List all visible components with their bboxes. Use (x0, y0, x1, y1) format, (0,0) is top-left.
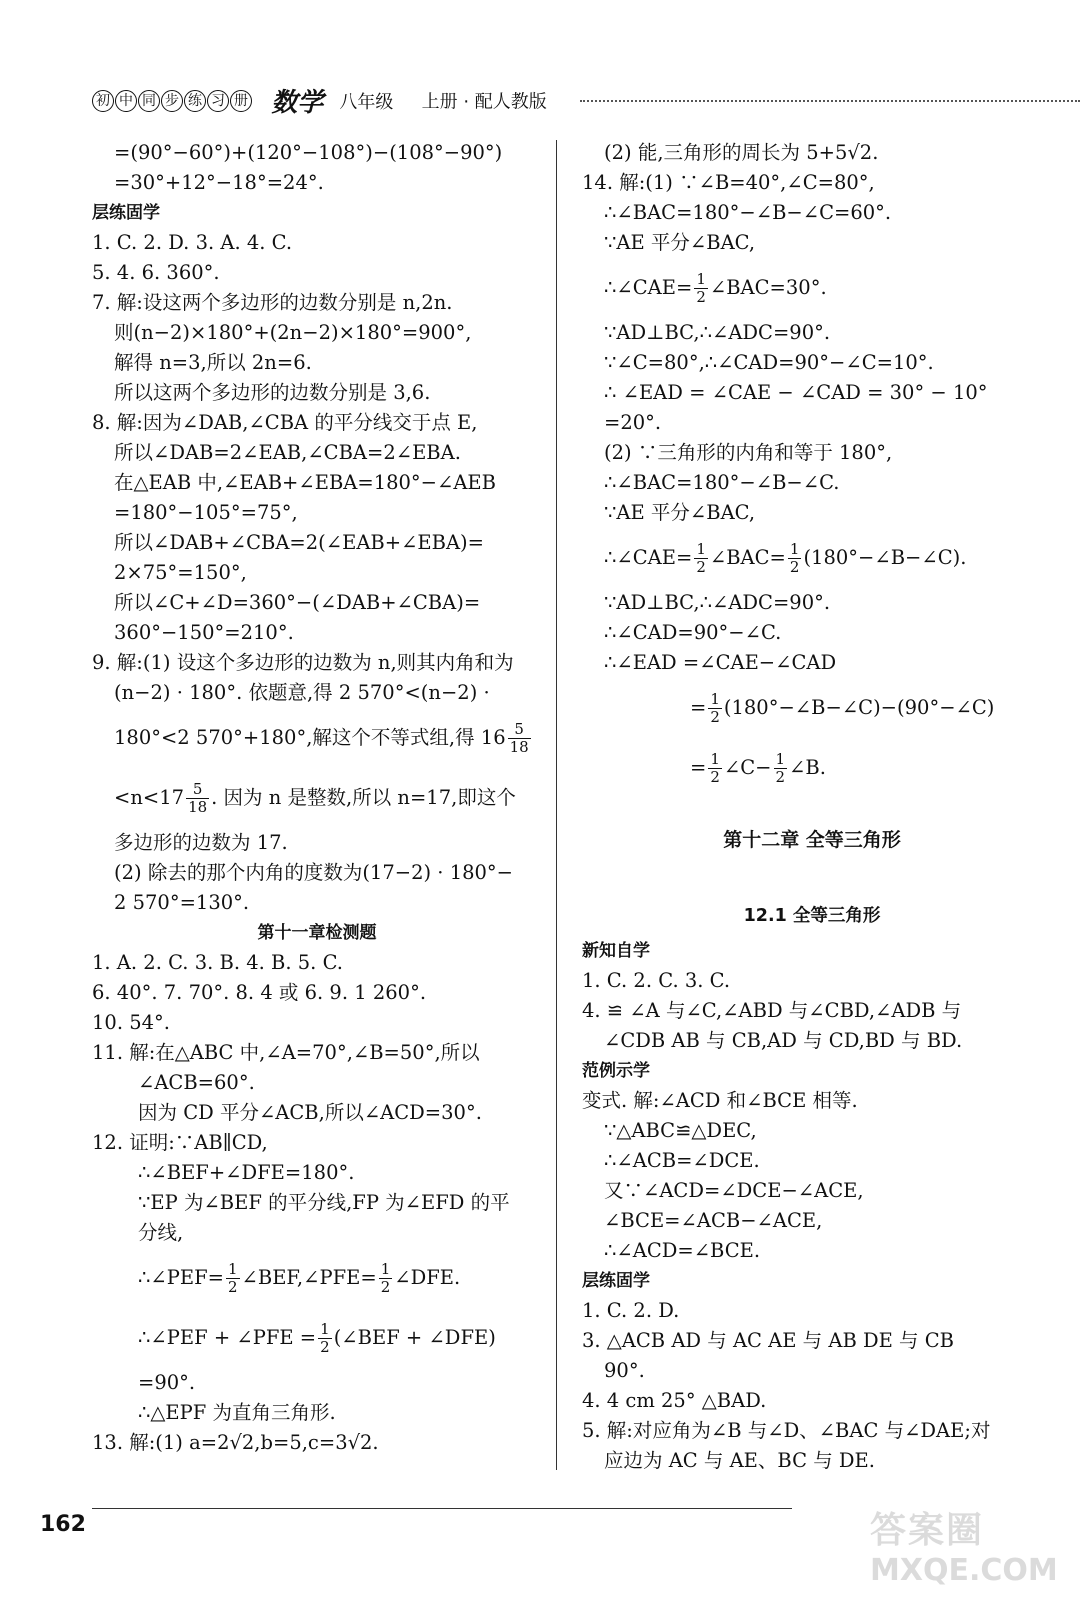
section-heading: 层练固学 (92, 203, 160, 223)
series-char: 习 (207, 90, 229, 112)
answer-line: ∵△ABC≌△DEC, (604, 1119, 757, 1142)
watermark-logo (870, 1502, 1070, 1592)
answer-line: ∴∠BAC=180°−∠B−∠C=60°. (604, 201, 892, 224)
answer-line: 多边形的边数为 17. (114, 831, 288, 854)
answer-line: ∵AE 平分∠BAC, (604, 231, 756, 254)
text-run: ∴∠CAE= (604, 276, 693, 299)
chapter-title: 第十二章 全等三角形 (723, 829, 901, 851)
denominator: 2 (320, 1338, 330, 1356)
answer-line: ∵AD⊥BC,∴∠ADC=90°. (604, 591, 831, 614)
answer-line: 在△EAB 中,∠EAB+∠EBA=180°−∠AEB (114, 471, 496, 494)
answer-line: 5. 解:对应角为∠B 与∠D、∠BAC 与∠DAE;对 (582, 1419, 991, 1442)
denominator: 2 (696, 288, 706, 306)
section-heading: 第十一章检测题 (257, 923, 377, 943)
answer-line: ∠ACB=60°. (138, 1071, 255, 1094)
denominator: 18 (509, 738, 529, 756)
text-run: (180°−∠B−∠C). (803, 546, 967, 569)
answer-line: 2×75°=150°, (114, 561, 247, 584)
answer-line: ∴∠CAD=90°−∠C. (604, 621, 782, 644)
header-grade: 八年级 (339, 91, 394, 113)
answer-line: ∴∠BEF+∠DFE=180°. (138, 1161, 355, 1184)
answer-line: ∵AD⊥BC,∴∠ADC=90°. (604, 321, 831, 344)
numerator: 1 (380, 1260, 391, 1278)
answer-line (92, 768, 542, 828)
text-run: (180°−∠B−∠C)−(90°−∠C) (723, 696, 995, 719)
answer-line: ∴△EPF 为直角三角形. (138, 1401, 336, 1424)
numerator: 1 (789, 540, 800, 558)
numerator: 1 (696, 540, 706, 558)
text-run: ∠BAC=30°. (709, 276, 827, 299)
answer-line: 又∵∠ACD=∠DCE−∠ACE, (604, 1179, 864, 1202)
fraction (186, 781, 209, 816)
answer-line: 3. △ACB AD 与 AC AE 与 AB DE 与 CB (582, 1329, 954, 1352)
series-char: 中 (115, 90, 137, 112)
answer-line: ∴∠ACD=∠BCE. (604, 1239, 761, 1262)
answer-line: 10. 54°. (92, 1011, 170, 1034)
answer-line: 4. 4 cm 25° △BAD. (582, 1389, 767, 1412)
answer-line (92, 1308, 542, 1368)
answer-line: (n−2) · 180°. 依题意,得 2 570°<(n−2) · (114, 681, 490, 704)
answer-line: 应边为 AC 与 AE、BC 与 DE. (604, 1449, 875, 1472)
answer-line: 则(n−2)×180°+(2n−2)×180°=900°, (114, 321, 472, 344)
page-footer (40, 1490, 792, 1560)
text-run: <n<17 (114, 786, 185, 809)
answer-line: 12. 证明:∵AB∥CD, (92, 1131, 268, 1154)
answer-line: 1. A. 2. C. 3. B. 4. B. 5. C. (92, 951, 343, 974)
fraction (226, 1261, 240, 1296)
fraction (708, 751, 722, 786)
page-header (92, 82, 1082, 116)
denominator: 2 (380, 1278, 391, 1296)
text-run: ∴∠CAE= (604, 546, 693, 569)
text-run: . 因为 n 是整数,所以 n=17,即这个 (211, 786, 516, 809)
watermark-text: 答案圈 (870, 1510, 985, 1551)
answer-line: 4. ≌ ∠A 与∠C,∠ABD 与∠CBD,∠ADB 与 (582, 999, 962, 1022)
answer-line: 7. 解:设这两个多边形的边数分别是 n,2n. (92, 291, 453, 314)
denominator: 2 (696, 558, 706, 576)
page-number: 162 (40, 1512, 86, 1537)
numerator: 1 (227, 1260, 238, 1278)
answer-line: 所以∠DAB+∠CBA=2(∠EAB+∠EBA)= (114, 531, 485, 554)
answer-line: ∴ ∠EAD = ∠CAE − ∠CAD = 30° − 10° (604, 381, 988, 404)
answer-line: (2) 除去的那个内角的度数为(17−2) · 180°− (114, 861, 513, 884)
text-run: ∠DFE. (394, 1266, 461, 1289)
denominator: 2 (775, 768, 786, 786)
text-run: ∴∠PEF + ∠PFE = (138, 1326, 317, 1349)
answer-line: ∠CDB AB 与 CB,AD 与 CD,BD 与 BD. (604, 1029, 963, 1052)
footer-rule (92, 1508, 792, 1509)
text-run: ∴∠PEF= (138, 1266, 224, 1289)
answer-line: 14. 解:(1) ∵∠B=40°,∠C=80°, (582, 171, 875, 194)
denominator: 2 (227, 1278, 238, 1296)
text-run: 180°<2 570°+180°,解这个不等式组,得 16 (114, 726, 506, 749)
header-edition: 上册 · 配人教版 (421, 91, 547, 113)
answer-line: 所以这两个多边形的边数分别是 3,6. (114, 381, 431, 404)
answer-line: 解得 n=3,所以 2n=6. (114, 351, 312, 374)
header-subject: 数学 (271, 88, 324, 118)
column-divider (556, 140, 557, 1470)
answer-line: 90°. (604, 1359, 645, 1382)
watermark-url: MXQE.COM (870, 1553, 1058, 1588)
answer-line: 所以∠C+∠D=360°−(∠DAB+∠CBA)= (114, 591, 481, 614)
answer-line: 13. 解:(1) a=2√2,b=5,c=3√2. (92, 1431, 379, 1454)
answer-line: ∠BCE=∠ACB−∠ACE, (604, 1209, 823, 1232)
section-heading: 范例示学 (582, 1061, 650, 1081)
fraction (694, 271, 708, 306)
answer-line: 1. C. 2. D. 3. A. 4. C. (92, 231, 293, 254)
answer-line: ∴∠EAD =∠CAE−∠CAD (604, 651, 837, 674)
answer-line (92, 1248, 542, 1308)
answer-line: ∵EP 为∠BEF 的平分线,FP 为∠EFD 的平 (138, 1191, 510, 1214)
spacer (582, 862, 1042, 896)
text-run: ∠C− (723, 756, 772, 779)
denominator: 2 (710, 708, 720, 726)
answer-line: =(90°−60°)+(120°−108°)−(108°−90°) (114, 141, 503, 164)
header-dotted-rule (580, 100, 1080, 102)
section-heading: 层练固学 (582, 1271, 650, 1291)
answer-line: 因为 CD 平分∠ACB,所以∠ACD=30°. (138, 1101, 482, 1124)
answer-line: 360°−150°=210°. (114, 621, 294, 644)
answer-line (92, 708, 542, 768)
denominator: 18 (188, 798, 208, 816)
numerator: 1 (710, 750, 720, 768)
answer-line: =20°. (604, 411, 662, 434)
series-char: 册 (230, 90, 252, 112)
answer-line: 11. 解:在△ABC 中,∠A=70°,∠B=50°,所以 (92, 1041, 480, 1064)
numerator: 1 (696, 270, 706, 288)
answer-line: 1. C. 2. C. 3. C. (582, 969, 731, 992)
text-run: ∠BEF,∠PFE= (241, 1266, 377, 1289)
answer-line: (2) ∵三角形的内角和等于 180°, (604, 441, 893, 464)
right-column (582, 138, 1042, 1476)
section-title: 12.1 全等三角形 (743, 906, 881, 926)
answer-line: 2 570°=130°. (114, 891, 250, 914)
answer-line: 1. C. 2. D. (582, 1299, 680, 1322)
denominator: 2 (789, 558, 800, 576)
fraction (379, 1261, 393, 1296)
text-run: ∠BAC= (709, 546, 786, 569)
answer-line: 变式. 解:∠ACD 和∠BCE 相等. (582, 1089, 858, 1112)
numerator: 5 (186, 781, 209, 799)
answer-line: 分线, (138, 1221, 184, 1244)
text-run: (∠BEF + ∠DFE) (333, 1326, 496, 1349)
text-run: = (690, 756, 707, 779)
numerator: 1 (775, 750, 786, 768)
series-char: 同 (138, 90, 160, 112)
answer-line (582, 258, 1042, 318)
answer-line (582, 738, 1042, 798)
numerator: 5 (508, 721, 531, 739)
fraction (318, 1321, 332, 1356)
answer-line: 6. 40°. 7. 70°. 8. 4 或 6. 9. 1 260°. (92, 981, 427, 1004)
answer-line (582, 528, 1042, 588)
answer-line: ∵AE 平分∠BAC, (604, 501, 756, 524)
fraction (788, 541, 802, 576)
answer-line: 5. 4. 6. 360°. (92, 261, 220, 284)
series-char: 步 (161, 90, 183, 112)
answer-line: 8. 解:因为∠DAB,∠CBA 的平分线交于点 E, (92, 411, 478, 434)
answer-line (582, 678, 1042, 738)
fraction (708, 691, 722, 726)
answer-line: ∴∠BAC=180°−∠B−∠C. (604, 471, 840, 494)
text-run: = (690, 696, 707, 719)
series-char: 练 (184, 90, 206, 112)
denominator: 2 (710, 768, 720, 786)
fraction (508, 721, 531, 756)
answer-line: 9. 解:(1) 设这个多边形的边数为 n,则其内角和为 (92, 651, 514, 674)
spacer (582, 798, 1042, 818)
numerator: 1 (710, 690, 720, 708)
fraction (694, 541, 708, 576)
answer-line: ∵∠C=80°,∴∠CAD=90°−∠C=10°. (604, 351, 934, 374)
fraction (774, 751, 788, 786)
answer-line: 所以∠DAB=2∠EAB,∠CBA=2∠EBA. (114, 441, 461, 464)
answer-line: =90°. (138, 1371, 196, 1394)
answer-line: =180°−105°=75°, (114, 501, 298, 524)
section-heading: 新知自学 (582, 941, 650, 961)
numerator: 1 (320, 1320, 330, 1338)
series-char: 初 (92, 90, 114, 112)
answer-line: ∴∠ACB=∠DCE. (604, 1149, 760, 1172)
text-run: ∠B. (789, 756, 826, 779)
answer-line: =30°+12°−18°=24°. (114, 171, 324, 194)
left-column (92, 138, 542, 1458)
answer-line: (2) 能,三角形的周长为 5+5√2. (604, 141, 879, 164)
